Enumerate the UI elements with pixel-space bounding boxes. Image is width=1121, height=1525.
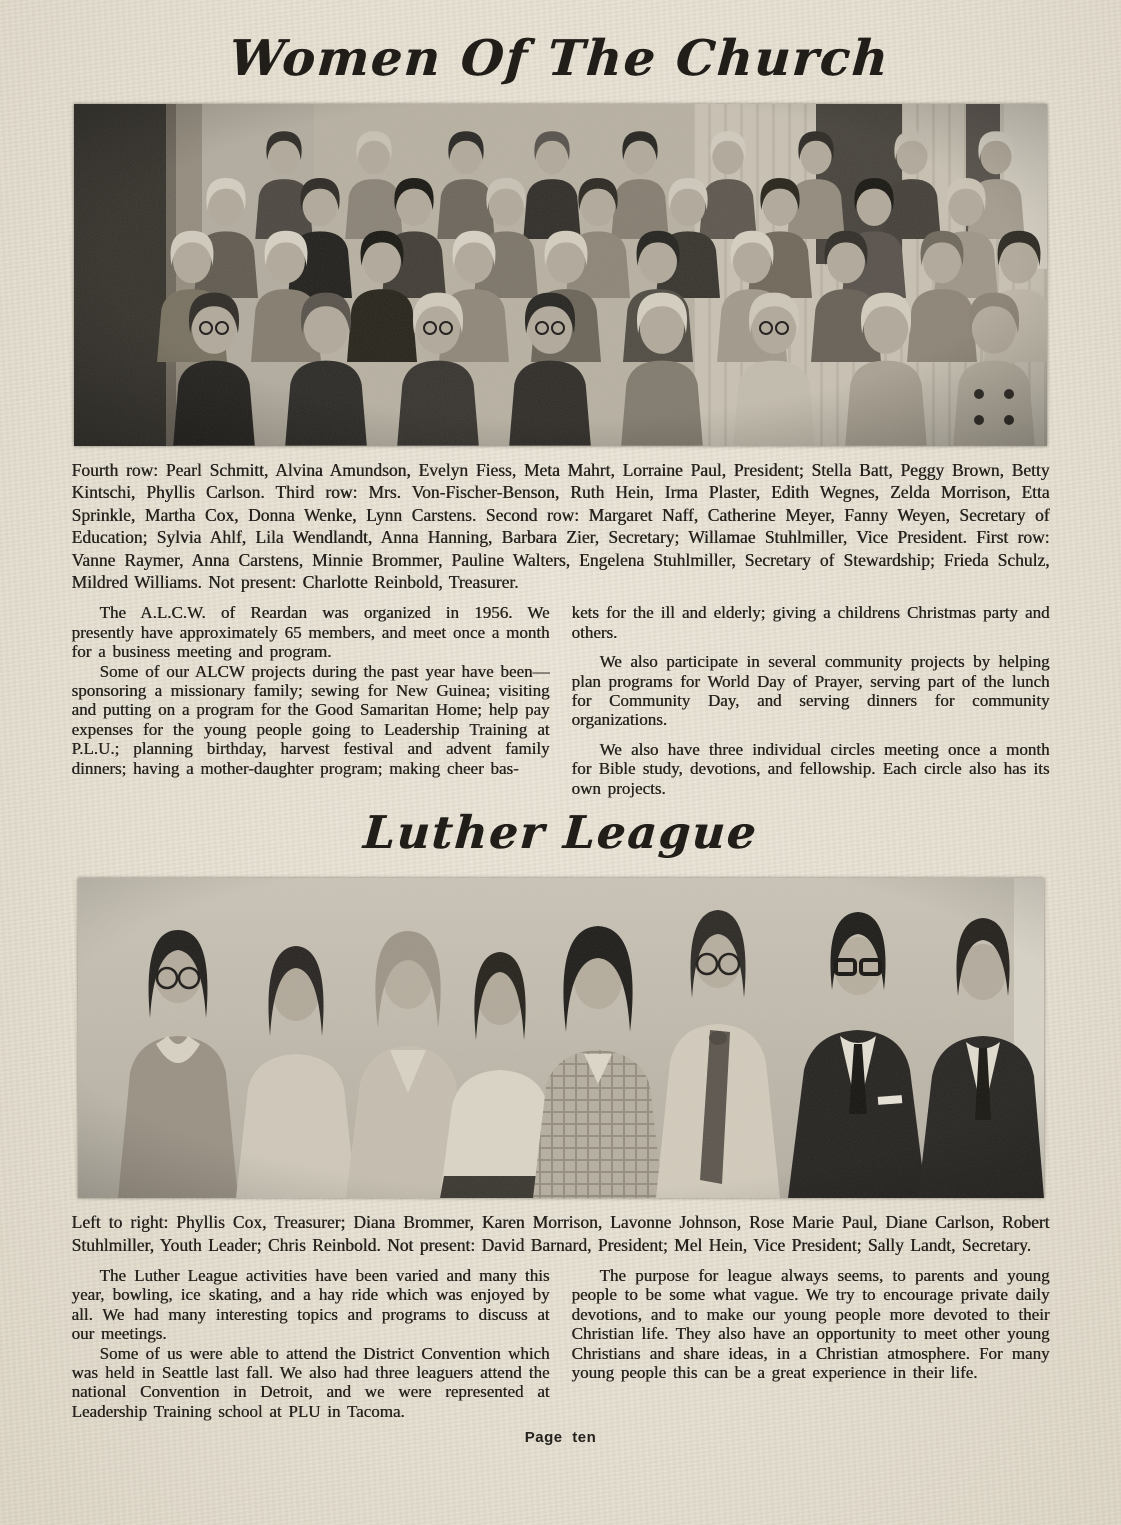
alcw-left-column: [72, 603, 550, 798]
alcw-right-column: [572, 603, 1050, 798]
women-group-photo: [74, 104, 1047, 446]
paragraph: Some of our ALCW projects during the past year have been—sponsoring a missionary family; sewing for New Guinea; visiting and putting on a program for the Good Samaritan Home; help pay expenses for the young people going to Leadership Training at P.L.U.; planning birthday, harvest festival and advent family dinners; having a mother-daughter program; making cheer bas-: [71, 661, 550, 778]
women-photo-caption: Fourth row: Pearl Schmitt, Alvina Amundson, Evelyn Fiess, Meta Mahrt, Lorraine Paul, President; Stella Batt, Peggy Brown, Betty Kintschi, Phyllis Carlson. Third row: Mrs. Von-Fischer-Benson, Ruth Hein, Irma Plaster, Edith Wegnes, Zelda Morrison, Etta Sprinkle, Martha Cox, Donna Wenke, Lynn Carstens. Second row: Margaret Naff, Catherine Meyer, Fanny Weyen, Secretary of Education; Sylvia Ahlf, Lila Wendlandt, Anna Hanning, Barbara Zier, Secretary; Willamae Stuhlmiller, Vice President. First row: Vanne Raymer, Anna Carstens, Minnie Brommer, Pauline Walters, Engelena Stuhlmiller, Secretary of Stewardship; Frieda Schulz, Mildred Williams. Not present: Charlotte Reinbold, Treasurer.: [71, 460, 1050, 593]
luther-left-column: [72, 1266, 550, 1421]
paragraph: The purpose for league always seems, to parents and young people to be some what vague. We try to encourage private daily devotions, and to make our young people more devoted to their Christian life. They also have an opportunity to meet other young Christians and share ideas, in a Christian atmosphere. For many young people this can be a great experience in their life.: [571, 1265, 1050, 1382]
photo2-vignette: [78, 878, 1044, 1198]
luther-text-columns: [72, 1266, 1050, 1421]
women-group-photo-svg: [74, 104, 1047, 446]
paragraph: We also participate in several community projects by helping plan programs for World Day of Prayer, serving part of the lunch for Community Day, and serving dinners for community organizations.: [571, 652, 1050, 730]
paragraph: Some of us were able to attend the District Convention which was held in Seattle last fall. We also had three leaguers attend the national Convention in Detroit, and we were represented at Leadership Training school at PLU in Tacoma.: [71, 1343, 550, 1421]
luther-league-photo: [78, 878, 1044, 1198]
page-number: Page ten: [524, 1429, 597, 1447]
paragraph: We also have three individual circles meeting once a month for Bible study, devotions, and fellowship. Each circle also has its own projects.: [571, 739, 1050, 798]
section-title-luther-league: Luther League: [361, 806, 760, 860]
paragraph: The A.L.C.W. of Reardan was organized in 1956. We presently have approximately 65 members, and meet once a month for a business meeting and program.: [71, 603, 550, 662]
page-title-women-of-the-church: Women Of The Church: [227, 29, 892, 87]
luther-photo-caption: Left to right: Phyllis Cox, Treasurer; Diana Brommer, Karen Morrison, Lavonne Johnson, Rose Marie Paul, Diane Carlson, Robert Stuhlmiller, Youth Leader; Chris Reinbold. Not present: David Barnard, President; Mel Hein, Vice President; Sally Landt, Secretary.: [71, 1212, 1050, 1255]
luther-right-column: [572, 1266, 1050, 1421]
alcw-text-columns: [72, 603, 1050, 798]
photo1-vignette: [74, 104, 1047, 446]
paragraph: kets for the ill and elderly; giving a childrens Christmas party and others.: [571, 603, 1050, 642]
paragraph: The Luther League activities have been varied and many this year, bowling, ice skating, and a hay ride which was enjoyed by all. We had many interesting topics and programs to discuss at our meetings.: [71, 1265, 550, 1344]
luther-league-photo-svg: [78, 878, 1044, 1198]
